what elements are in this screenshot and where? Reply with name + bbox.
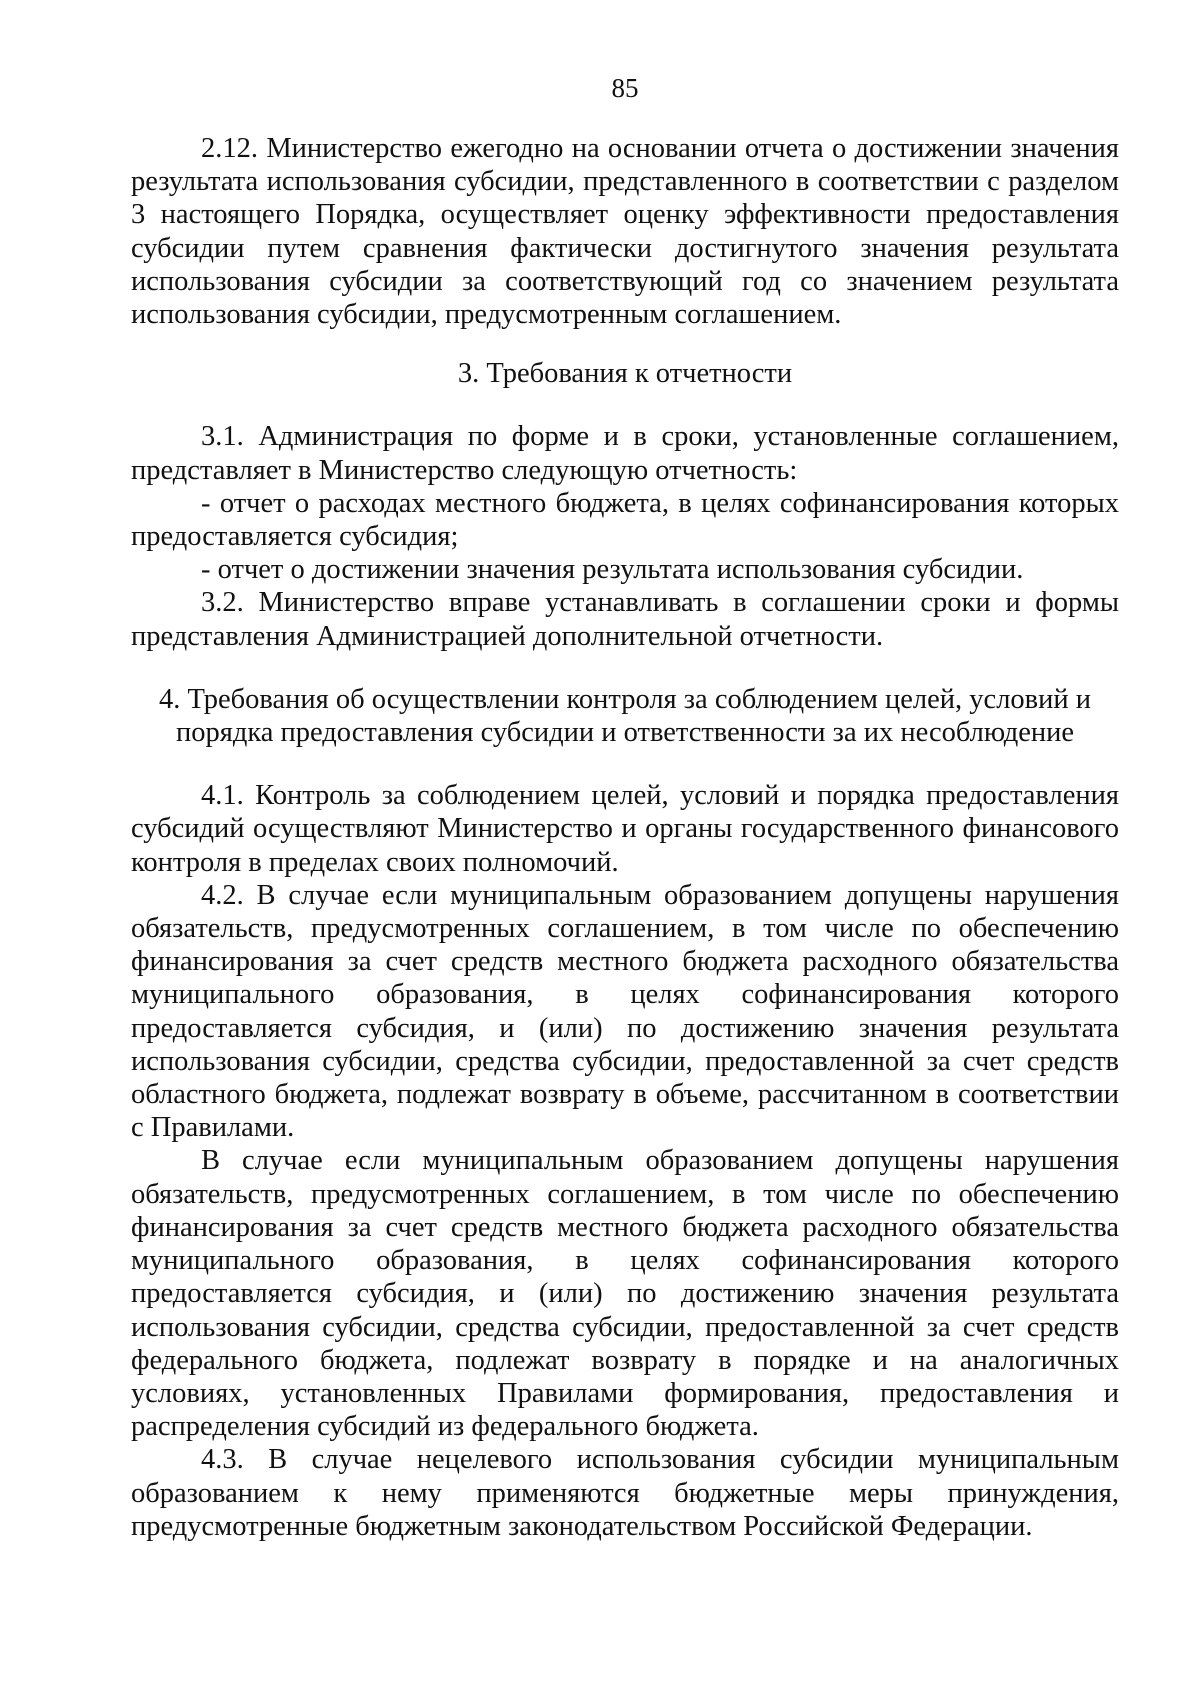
page-number: 85	[611, 73, 639, 103]
paragraph-4-2-federal: В случае если муниципальным образованием допущены нарушения обязательств, предусмотренных соглашением, в том числе по обеспечению финансирования за счет средств местного бюджета расходного обязательства муниципального образования, в целях софинансирования которого предоставляется субсидия, и (или) по достижению значения результата использования субсидии, средства субсидии, предоставленной за счет средств федерального бюджета, подлежат возврату в порядке и на аналогичных условиях, установленных Правилами формирования, предоставления и распределения субсидий из федерального бюджета.	[131, 1145, 1119, 1443]
spacer	[131, 749, 1119, 779]
spacer	[131, 331, 1119, 357]
spacer	[131, 390, 1119, 420]
paragraph-4-1: 4.1. Контроль за соблюдением целей, условий и порядка предоставления субсидий осуществляют Министерство и органы государственного финансового контроля в пределах своих полномочий.	[131, 780, 1119, 878]
section-4-heading-line-1: 4. Требования об осуществлении контроля за соблюдением целей, условий и	[158, 683, 1092, 715]
paragraph-2-12: 2.12. Министерство ежегодно на основании отчета о достижении значения результата использования субсидии, представленного в соответствии с разделом 3 настоящего Порядка, осуществляет оценку эффективности предоставления субсидии путем сравнения фактически достигнутого значения результата использования субсидии за соответствующий год со значением результата использования субсидии, предусмотренным соглашением.	[131, 133, 1119, 331]
paragraph-4-3: 4.3. В случае нецелевого использования субсидии муниципальным образованием к нему применяются бюджетные меры принуждения, предусмотренные бюджетным законодательством Российской Федерации.	[131, 1444, 1119, 1542]
paragraph-3-1: 3.1. Администрация по форме и в сроки, установленные соглашением, представляет в Министерство следующую отчетность:	[131, 421, 1119, 486]
list-item-3-1-a: - отчет о расходах местного бюджета, в целях софинансирования которых предоставляется субсидия;	[131, 487, 1119, 553]
paragraph-3-2: 3.2. Министерство вправе устанавливать в соглашении сроки и формы представления Администрацией дополнительной отчетности.	[131, 587, 1119, 652]
spacer	[131, 653, 1119, 683]
paragraph-4-2: 4.2. В случае если муниципальным образованием допущены нарушения обязательств, предусмотренных соглашением, в том числе по обеспечению финансирования за счет средств местного бюджета расходного обязательства муниципального образования, в целях софинансирования которого предоставляется субсидия, и (или) по достижению значения результата использования субсидии, средства субсидии, предоставленной за счет средств областного бюджета, подлежат возврату в объеме, рассчитанном в соответствии с Правилами.	[131, 879, 1119, 1144]
list-item-3-1-b: - отчет о достижении значения результата использования субсидии.	[201, 554, 1024, 586]
section-4-heading-line-2: порядка предоставления субсидии и ответственности за их несоблюдение	[175, 717, 1075, 749]
document-body	[131, 132, 1119, 1543]
section-3-heading: 3. Требования к отчетности	[457, 358, 793, 390]
